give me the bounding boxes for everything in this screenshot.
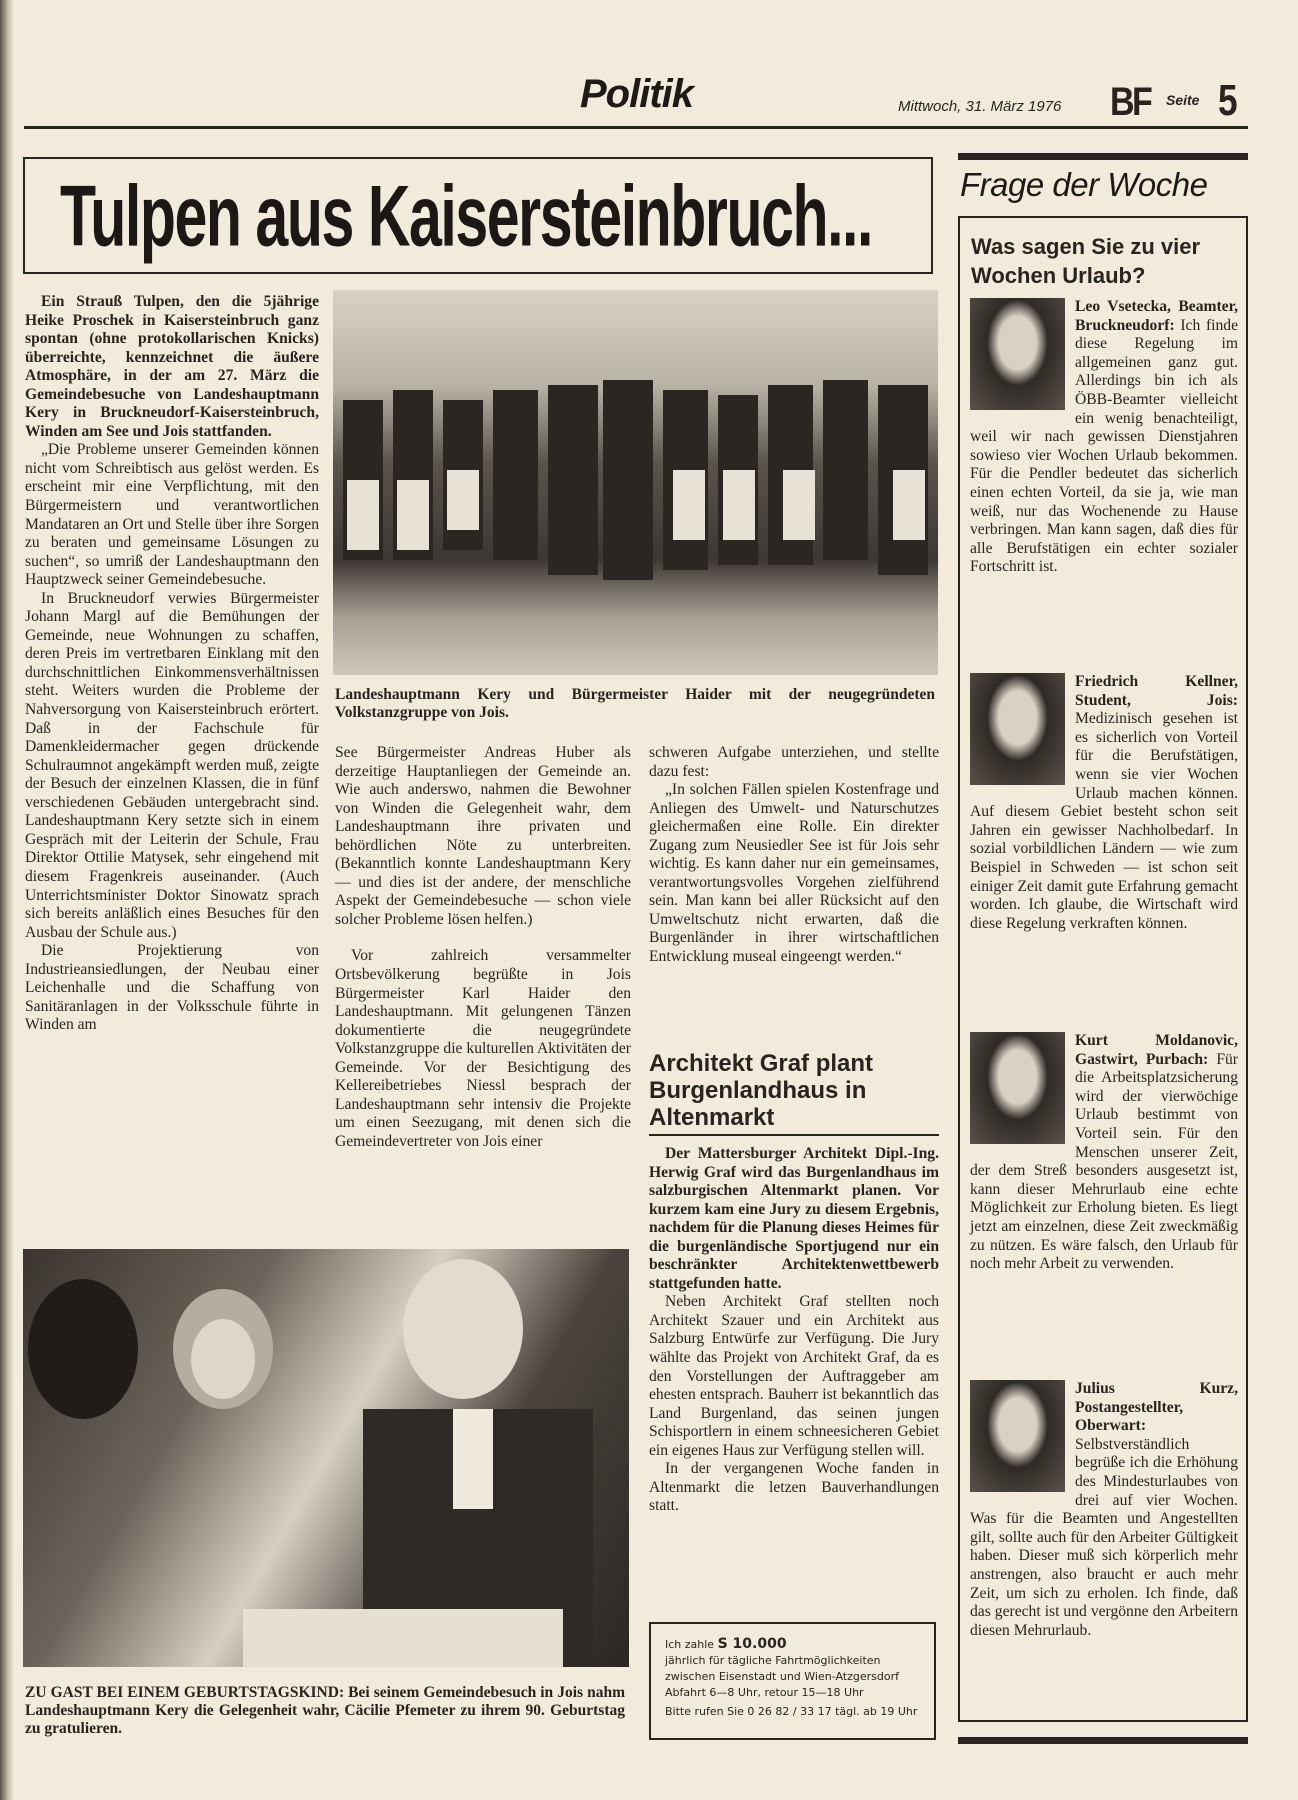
- article-paragraph: Neben Architekt Graf stellten noch Architekt Szauer und ein Architekt aus Salzburg Entwürfe zur Verfügung. Die Jury wählte das Projekt von Architekt Graf, da es den Vorstellungen der Auftraggeber am ehesten entsprach. Bauherr ist bekanntlich das Land Burgenland, das seinen jungen Schisportlern in einem schneesicheren Gebiet ein eigenes Haus zur Verfügung stellen will.: [649, 1293, 939, 1459]
- group-photo-figures: [333, 290, 938, 675]
- sidebar-bottom-bar: [958, 1737, 1248, 1744]
- ad-amount: S 10.000: [717, 1636, 787, 1652]
- photo1-caption: Landeshauptmann Kery und Bürgermeister Haider mit der neugegründeten Volkstanzgruppe von Jois.: [335, 686, 935, 721]
- article-paragraph: schweren Aufgabe unterziehen, und stellte dazu fest:: [649, 744, 939, 780]
- sidebar-top-bar: [958, 153, 1248, 160]
- opinion-entry: [970, 298, 1238, 577]
- newspaper-logo: BF: [1110, 80, 1151, 124]
- article-column-3: [649, 744, 939, 967]
- sidebar-question: Was sagen Sie zu vier Wochen Urlaub?: [971, 234, 1201, 288]
- opinion-entry: [970, 1380, 1238, 1640]
- article-paragraph: In Bruckneudorf verwies Bürgermeister Johann Margl auf die Bemühungen der Gemeinde, neue Wohnungen zu schaffen, deren Preis im vertretbaren Einklang mit den durchschnittlichen Einkommensverhältnissen steht. Weiters wurden die Probleme der Nahversorgung von Kaisersteinbruch erörtert. Daß in der Fachschule für Damenkleidermacher gegen drückende Schulraumnot angekämpft werden muß, zeigte der Besuch der einzelnen Klassen, die in fünf verschiedenen Gebäuden untergebracht sind. Landeshauptmann Kery setzte sich in einem Gespräch mit der Leiterin der Schule, Frau Direktor Ottilie Matysek, sehr eingehend mit diesem Fragenkreis auseinander. (Auch Unterrichtsminister Doktor Sinowatz sprach sich bereits anläßlich eines Besuches für den Ausbau der Schule aus.): [25, 589, 319, 941]
- photo2-caption-lead: ZU GAST BEI EINEM GEBURTSTAGSKIND:: [25, 1684, 345, 1701]
- article-paragraph: Die Projektierung von Industrieansiedlungen, der Neubau einer Leichenhalle und die Schaffung von Sanitäranlagen in der Volksschule führte in Winden am: [25, 942, 319, 1034]
- classified-ad: [649, 1622, 936, 1740]
- photo-folk-dance-group: [333, 290, 938, 675]
- photo2-caption: [25, 1684, 625, 1738]
- respondent-answer: Medizinisch gesehen ist es sicherlich von Vorteil für die Berufstätigen, wenn sie vier Wochen Urlaub machen können. Auf diesem Gebiet besteht schon seit Jahren ein gewisser Nachholbedarf. In sozial vorbildlichen Ländern — wie zum Beispiel in Schweden — ist schon seit einiger Zeit damit gute Erfahrung gemacht worden. Ich glaube, die Wirtschaft wird diese Regelung verkraften können.: [970, 710, 1238, 932]
- second-article-body: [649, 1145, 939, 1516]
- portrait-photo: [970, 1032, 1065, 1144]
- respondent-name: Leo Vsetecka, Beamter, Bruckneudorf:: [1075, 298, 1238, 334]
- respondent-answer: Ich finde diese Regelung im allgemeinen ganz gut. Allerdings bin ich als ÖBB-Beamter vielleicht ein wenig benachteiligt, weil wir nach gewissen Dienstjahren sowieso vier Wochen Urlaub bekommen. Für die Pendler bedeutet das sicherlich einen echten Vorteil, da sie ja, wie man weiß, nur das Wochenende zu Hause verbringen. Man kann sagen, daß dies für alle Berufstätigen ein echter sozialer Fortschritt ist.: [970, 316, 1238, 576]
- section-title: Politik: [580, 72, 694, 116]
- headline: Tulpen aus Kaisersteinbruch...: [60, 169, 872, 265]
- opinion-entry: [970, 673, 1238, 933]
- issue-date: Mittwoch, 31. März 1976: [898, 98, 1062, 115]
- second-article-lead: Der Mattersburger Architekt Dipl.-Ing. Herwig Graf wird das Burgenlandhaus im salzburgischen Altenmarkt planen. Vor kurzem kam eine Jury zu diesem Ergebnis, nachdem für die Planung dieses Heimes für die burgenländische Sportjugend nur ein beschränkter Architektenwettbewerb stattgefunden hatte.: [649, 1145, 939, 1292]
- article-lead: Ein Strauß Tulpen, den die 5jährige Heike Proschek in Kaisersteinbruch ganz spontan (ohne protokollarischen Knicks) überreichte, kennzeichnet die äußere Atmosphäre, in der am 27. März die Gemeindebesuche von Landeshauptmann Kery in Bruckneudorf-Kaisersteinbruch, Winden am See und Jois stattfanden.: [25, 293, 319, 440]
- respondent-name: Julius Kurz, Postangestellter, Oberwart:: [1075, 1380, 1238, 1435]
- photo2-caption-text: Bei seinem Gemeindebesuch in Jois nahm Landeshauptmann Kery die Gelegenheit wahr, Cäcilie Pfemeter zu ihrem 90. Geburtstag zu gratulieren.: [25, 1684, 625, 1737]
- portrait-photo: [970, 1380, 1065, 1492]
- ad-line: jährlich für tägliche Fahrtmöglichkeiten: [665, 1654, 881, 1667]
- article-paragraph: Vor zahlreich versammelter Ortsbevölkerung begrüßte in Jois Bürgermeister Karl Haider den Landeshauptmann. Mit gelungenen Tänzen dokumentierte die neugegründete Volkstanzgruppe die kulturellen Aktivitäten der Gemeinde. Vor der Besichtigung des Kellereibetriebes Niessl besprach der Landeshauptmann sehr intensiv die Projekte um einen Seezugang, mit denen sich die Gemeindevertreter von Jois einer: [335, 947, 631, 1150]
- opinion-entry: [970, 1032, 1238, 1274]
- respondent-name: Friedrich Kellner, Student, Jois:: [1075, 673, 1238, 709]
- article-paragraph: See Bürgermeister Andreas Huber als derzeitige Hauptanliegen der Gemeinde an. Wie auch anderswo, nahmen die Bewohner von Winden die Gelegenheit wahr, dem Landeshauptmann ihre privaten und behördlichen Nöte zu unterbreiten. (Bekanntlich konnte Landeshauptmann Kery — und dies ist der andere, der menschliche Aspekt der Gemeindebesuche — schon viele solcher Probleme lösen helfen.): [335, 744, 631, 928]
- article-column-1: [25, 293, 319, 1035]
- photo-birthday-visit: [23, 1249, 629, 1667]
- birthday-photo-figures: [23, 1249, 629, 1667]
- respondent-name: Kurt Moldanovic, Gastwirt, Purbach:: [1075, 1032, 1238, 1068]
- page-number: 5: [1218, 76, 1238, 125]
- sidebar-title: Frage der Woche: [960, 166, 1208, 203]
- portrait-photo: [970, 673, 1065, 785]
- ad-line: Abfahrt 6—8 Uhr, retour 15—18 Uhr: [665, 1686, 864, 1699]
- article-quote: „In solchen Fällen spielen Kostenfrage und Anliegen des Umwelt- und Naturschutzes gleichermaßen eine Rolle. Ein direkter Zugang zum Neusiedler See ist für Jois sehr wichtig. Es kann daher nur ein gemeinsames, verantwortungsvolles Vorgehen zielführend sein. Man kann bei aller Rücksicht auf den Umweltschutz nicht erwarten, daß die Burgenländer in ihrer wirtschaftlichen Entwicklung museal eingeengt werden.“: [649, 781, 939, 966]
- page-binding-edge: [0, 0, 14, 1800]
- ad-phone: Bitte rufen Sie 0 26 82 / 33 17 tägl. ab 19 Uhr: [665, 1705, 918, 1718]
- header-rule: [24, 126, 1248, 129]
- second-article-title: Architekt Graf plant Burgenlandhaus in Altenmarkt: [649, 1050, 874, 1131]
- page-label: Seite: [1166, 92, 1200, 108]
- article-column-2: [335, 744, 631, 1151]
- article-paragraph: In der vergangenen Woche fanden in Altenmarkt die letzen Bauverhandlungen statt.: [649, 1460, 939, 1515]
- ad-line: Ich zahle: [665, 1638, 715, 1651]
- respondent-answer: Für die Arbeitsplatzsicherung wird der vierwöchige Urlaub bestimmt von Vorteil sein. Für den Menschen unserer Zeit, der dem Streß besonders ausgesetzt ist, kann dieser Mehrurlaub eine echte Möglichkeit zur Erholung bieten. Es liegt jetzt am einzelnen, diese Zeit zweckmäßig zu nützen. Es wäre falsch, den Urlaub für noch mehr Arbeit zu verwenden.: [970, 1050, 1238, 1273]
- article-paragraph: „Die Probleme unserer Gemeinden können nicht vom Schreibtisch aus gelöst werden. Es erscheint mir eine Verpflichtung, mit den Bürgermeistern und verantwortlichen Mandataren an Ort und Stelle über ihre Sorgen zu beraten und gemeinsame Lösungen zu suchen“, so umriß der Landeshauptmann den Hauptzweck seiner Gemeindebesuche.: [25, 441, 319, 589]
- respondent-answer: Selbstverständlich begrüße ich die Erhöhung des Mindesturlaubes von drei auf vier Wochen. Was für die Beamten und Angestellten gilt, sollte auch für den Arbeiter Gültigkeit haben. Dieser muß sich körperlich mehr anstrengen, also braucht er auch mehr Zeit, um sich zu erholen. Ich finde, daß das gerecht ist und vergönne den Arbeitern diesen Mehrurlaub.: [970, 1435, 1238, 1639]
- second-article-rule: [649, 1134, 939, 1136]
- portrait-photo: [970, 298, 1065, 410]
- ad-line: zwischen Eisenstadt und Wien-Atzgersdorf: [665, 1670, 899, 1683]
